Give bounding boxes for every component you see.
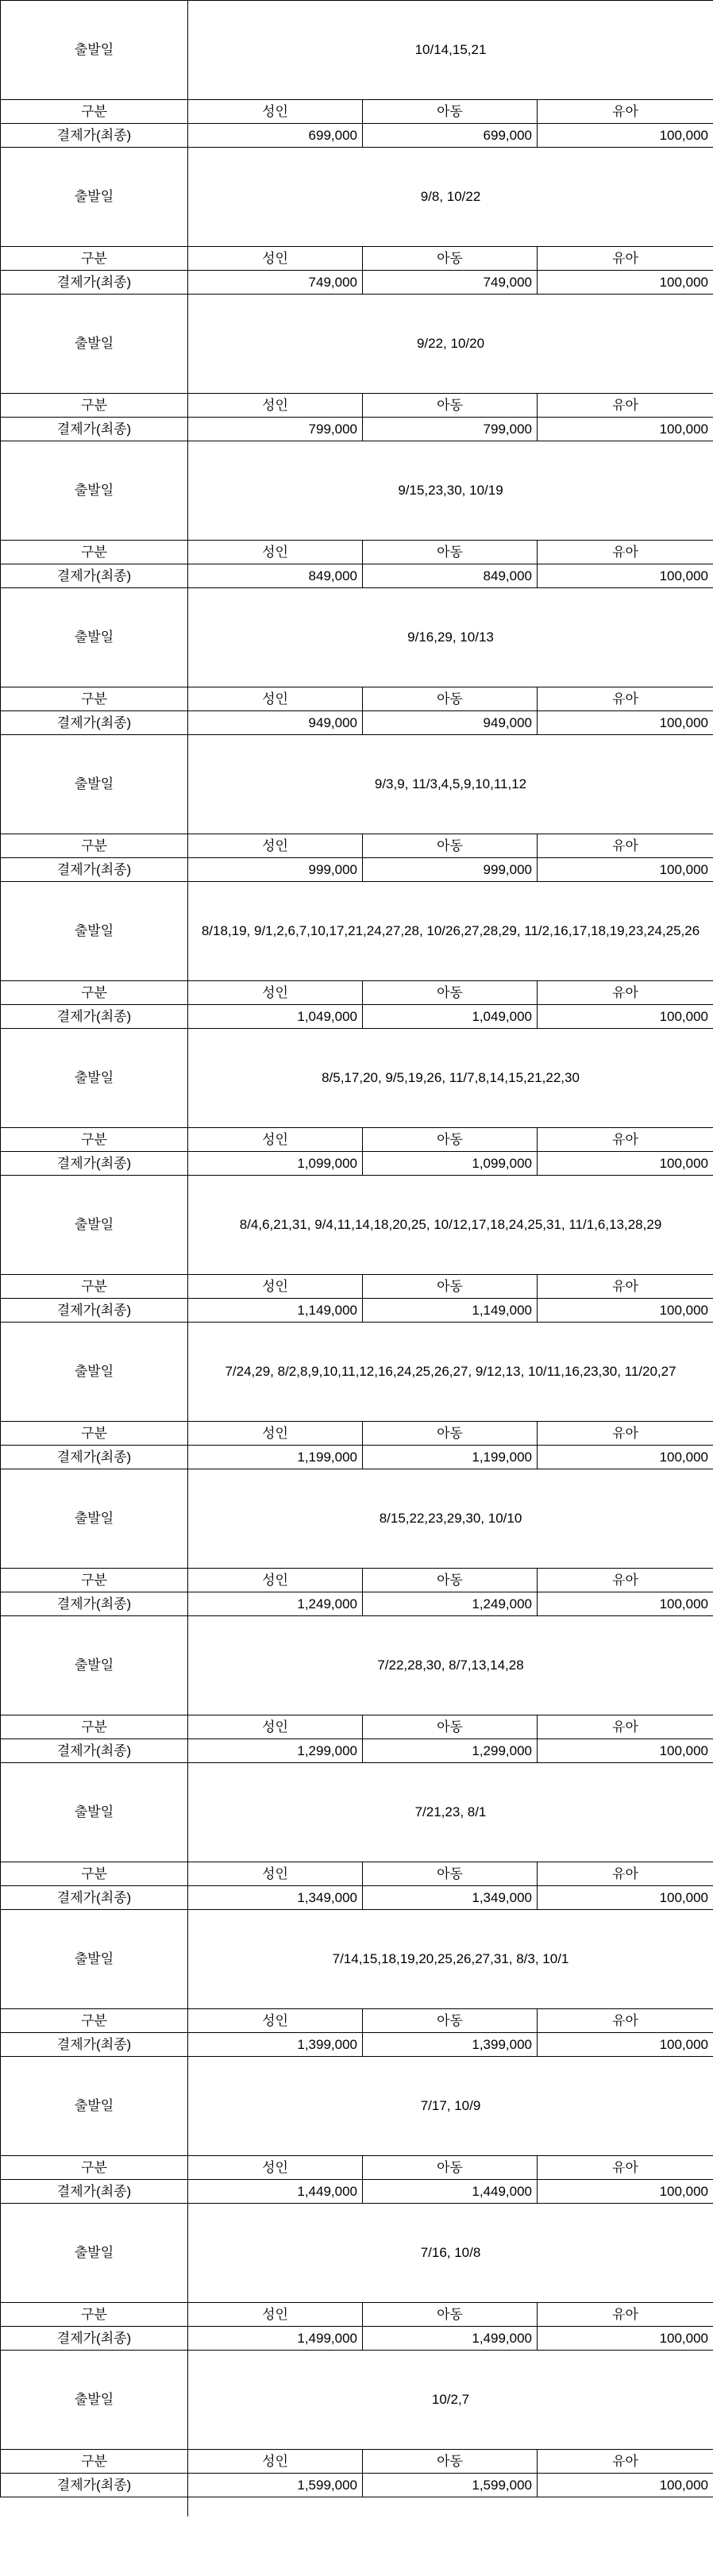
category-label: 구분 bbox=[1, 834, 188, 858]
departure-dates: 8/4,6,21,31, 9/4,11,14,18,20,25, 10/12,17,18,24,25,31, 11/1,6,13,28,29 bbox=[188, 1176, 713, 1275]
departure-dates: 10/2,7 bbox=[188, 2351, 713, 2450]
adult-header: 성인 bbox=[188, 541, 363, 564]
departure-row bbox=[1, 882, 713, 981]
departure-row bbox=[1, 1176, 713, 1275]
category-header-row bbox=[1, 2156, 713, 2180]
infant-header: 유아 bbox=[538, 1862, 713, 1886]
adult-header: 성인 bbox=[188, 1715, 363, 1739]
adult-price: 949,000 bbox=[188, 711, 363, 735]
category-label: 구분 bbox=[1, 687, 188, 711]
child-price: 699,000 bbox=[363, 124, 538, 148]
adult-price: 749,000 bbox=[188, 271, 363, 295]
final-price-row bbox=[1, 271, 713, 295]
final-price-label: 결제가(최종) bbox=[1, 1592, 188, 1616]
final-price-label: 결제가(최종) bbox=[1, 418, 188, 441]
departure-row bbox=[1, 1763, 713, 1862]
departure-dates: 7/16, 10/8 bbox=[188, 2204, 713, 2303]
category-header-row bbox=[1, 1128, 713, 1152]
category-label: 구분 bbox=[1, 1275, 188, 1299]
departure-row bbox=[1, 1323, 713, 1422]
departure-row bbox=[1, 735, 713, 834]
final-price-label: 결제가(최종) bbox=[1, 1446, 188, 1469]
adult-price: 1,199,000 bbox=[188, 1446, 363, 1469]
adult-price: 1,299,000 bbox=[188, 1739, 363, 1763]
infant-header: 유아 bbox=[538, 834, 713, 858]
infant-price: 100,000 bbox=[538, 711, 713, 735]
final-price-label: 결제가(최종) bbox=[1, 1886, 188, 1910]
infant-price: 100,000 bbox=[538, 1739, 713, 1763]
departure-row bbox=[1, 1, 713, 100]
departure-dates: 9/16,29, 10/13 bbox=[188, 588, 713, 687]
child-price: 1,599,000 bbox=[363, 2474, 538, 2497]
category-label: 구분 bbox=[1, 2009, 188, 2033]
child-price: 1,299,000 bbox=[363, 1739, 538, 1763]
adult-header: 성인 bbox=[188, 1569, 363, 1592]
infant-header: 유아 bbox=[538, 2303, 713, 2327]
child-header: 아동 bbox=[363, 981, 538, 1005]
departure-row bbox=[1, 295, 713, 394]
price-table-body bbox=[1, 1, 713, 2497]
category-label: 구분 bbox=[1, 1715, 188, 1739]
category-label: 구분 bbox=[1, 100, 188, 124]
sheet-tail bbox=[187, 2497, 188, 2516]
category-header-row bbox=[1, 1275, 713, 1299]
infant-price: 100,000 bbox=[538, 858, 713, 882]
departure-dates: 7/24,29, 8/2,8,9,10,11,12,16,24,25,26,27, 9/12,13, 10/11,16,23,30, 11/20,27 bbox=[188, 1323, 713, 1422]
adult-header: 성인 bbox=[188, 834, 363, 858]
final-price-row bbox=[1, 1299, 713, 1323]
final-price-row bbox=[1, 124, 713, 148]
child-header: 아동 bbox=[363, 100, 538, 124]
child-price: 1,399,000 bbox=[363, 2033, 538, 2057]
category-label: 구분 bbox=[1, 1569, 188, 1592]
departure-label: 출발일 bbox=[1, 1910, 188, 2009]
infant-price: 100,000 bbox=[538, 1005, 713, 1029]
departure-dates: 9/22, 10/20 bbox=[188, 295, 713, 394]
adult-price: 1,099,000 bbox=[188, 1152, 363, 1176]
departure-row bbox=[1, 2351, 713, 2450]
category-label: 구분 bbox=[1, 541, 188, 564]
departure-row bbox=[1, 2057, 713, 2156]
child-header: 아동 bbox=[363, 2156, 538, 2180]
infant-price: 100,000 bbox=[538, 1152, 713, 1176]
category-label: 구분 bbox=[1, 1862, 188, 1886]
category-header-row bbox=[1, 1422, 713, 1446]
departure-dates: 9/8, 10/22 bbox=[188, 148, 713, 247]
infant-header: 유아 bbox=[538, 981, 713, 1005]
category-header-row bbox=[1, 981, 713, 1005]
child-price: 1,199,000 bbox=[363, 1446, 538, 1469]
departure-row bbox=[1, 441, 713, 541]
departure-label: 출발일 bbox=[1, 1469, 188, 1569]
adult-header: 성인 bbox=[188, 1128, 363, 1152]
category-label: 구분 bbox=[1, 981, 188, 1005]
final-price-row bbox=[1, 1592, 713, 1616]
infant-price: 100,000 bbox=[538, 2180, 713, 2204]
final-price-row bbox=[1, 1739, 713, 1763]
category-label: 구분 bbox=[1, 1422, 188, 1446]
adult-price: 1,349,000 bbox=[188, 1886, 363, 1910]
category-header-row bbox=[1, 834, 713, 858]
child-header: 아동 bbox=[363, 2303, 538, 2327]
departure-row bbox=[1, 588, 713, 687]
departure-label: 출발일 bbox=[1, 441, 188, 541]
final-price-label: 결제가(최종) bbox=[1, 1739, 188, 1763]
departure-dates: 8/18,19, 9/1,2,6,7,10,17,21,24,27,28, 10/26,27,28,29, 11/2,16,17,18,19,23,24,25,26 bbox=[188, 882, 713, 981]
final-price-label: 결제가(최종) bbox=[1, 2180, 188, 2204]
departure-label: 출발일 bbox=[1, 588, 188, 687]
infant-header: 유아 bbox=[538, 2450, 713, 2474]
departure-label: 출발일 bbox=[1, 1323, 188, 1422]
category-label: 구분 bbox=[1, 1128, 188, 1152]
category-label: 구분 bbox=[1, 247, 188, 271]
departure-dates: 10/14,15,21 bbox=[188, 1, 713, 100]
final-price-label: 결제가(최종) bbox=[1, 858, 188, 882]
adult-header: 성인 bbox=[188, 687, 363, 711]
infant-price: 100,000 bbox=[538, 1592, 713, 1616]
departure-row bbox=[1, 148, 713, 247]
category-label: 구분 bbox=[1, 2450, 188, 2474]
child-header: 아동 bbox=[363, 2009, 538, 2033]
adult-header: 성인 bbox=[188, 1275, 363, 1299]
infant-price: 100,000 bbox=[538, 564, 713, 588]
departure-dates: 9/3,9, 11/3,4,5,9,10,11,12 bbox=[188, 735, 713, 834]
adult-header: 성인 bbox=[188, 2450, 363, 2474]
adult-header: 성인 bbox=[188, 247, 363, 271]
departure-dates: 7/17, 10/9 bbox=[188, 2057, 713, 2156]
final-price-label: 결제가(최종) bbox=[1, 2033, 188, 2057]
child-header: 아동 bbox=[363, 1862, 538, 1886]
child-header: 아동 bbox=[363, 687, 538, 711]
final-price-row bbox=[1, 418, 713, 441]
departure-dates: 8/5,17,20, 9/5,19,26, 11/7,8,14,15,21,22,30 bbox=[188, 1029, 713, 1128]
final-price-label: 결제가(최종) bbox=[1, 1152, 188, 1176]
adult-price: 849,000 bbox=[188, 564, 363, 588]
adult-price: 1,049,000 bbox=[188, 1005, 363, 1029]
departure-label: 출발일 bbox=[1, 1763, 188, 1862]
final-price-label: 결제가(최종) bbox=[1, 271, 188, 295]
departure-label: 출발일 bbox=[1, 1176, 188, 1275]
infant-header: 유아 bbox=[538, 1422, 713, 1446]
infant-price: 100,000 bbox=[538, 271, 713, 295]
category-header-row bbox=[1, 394, 713, 418]
final-price-row bbox=[1, 2033, 713, 2057]
infant-header: 유아 bbox=[538, 394, 713, 418]
infant-price: 100,000 bbox=[538, 2327, 713, 2351]
child-header: 아동 bbox=[363, 1128, 538, 1152]
child-header: 아동 bbox=[363, 834, 538, 858]
adult-header: 성인 bbox=[188, 2303, 363, 2327]
departure-dates: 9/15,23,30, 10/19 bbox=[188, 441, 713, 541]
infant-header: 유아 bbox=[538, 100, 713, 124]
adult-header: 성인 bbox=[188, 2156, 363, 2180]
departure-row bbox=[1, 1616, 713, 1715]
infant-header: 유아 bbox=[538, 541, 713, 564]
child-price: 949,000 bbox=[363, 711, 538, 735]
departure-label: 출발일 bbox=[1, 295, 188, 394]
child-price: 849,000 bbox=[363, 564, 538, 588]
final-price-label: 결제가(최종) bbox=[1, 1299, 188, 1323]
adult-price: 1,599,000 bbox=[188, 2474, 363, 2497]
category-header-row bbox=[1, 1715, 713, 1739]
category-label: 구분 bbox=[1, 2156, 188, 2180]
departure-dates: 7/14,15,18,19,20,25,26,27,31, 8/3, 10/1 bbox=[188, 1910, 713, 2009]
child-header: 아동 bbox=[363, 2450, 538, 2474]
adult-header: 성인 bbox=[188, 1422, 363, 1446]
category-header-row bbox=[1, 2009, 713, 2033]
adult-header: 성인 bbox=[188, 1862, 363, 1886]
adult-header: 성인 bbox=[188, 2009, 363, 2033]
child-price: 799,000 bbox=[363, 418, 538, 441]
final-price-row bbox=[1, 1152, 713, 1176]
infant-price: 100,000 bbox=[538, 2474, 713, 2497]
child-header: 아동 bbox=[363, 394, 538, 418]
adult-price: 999,000 bbox=[188, 858, 363, 882]
child-header: 아동 bbox=[363, 247, 538, 271]
category-header-row bbox=[1, 2450, 713, 2474]
child-price: 1,099,000 bbox=[363, 1152, 538, 1176]
child-price: 1,149,000 bbox=[363, 1299, 538, 1323]
child-header: 아동 bbox=[363, 541, 538, 564]
infant-price: 100,000 bbox=[538, 124, 713, 148]
infant-header: 유아 bbox=[538, 1128, 713, 1152]
final-price-label: 결제가(최종) bbox=[1, 711, 188, 735]
adult-price: 1,149,000 bbox=[188, 1299, 363, 1323]
departure-label: 출발일 bbox=[1, 735, 188, 834]
final-price-label: 결제가(최종) bbox=[1, 2327, 188, 2351]
infant-header: 유아 bbox=[538, 687, 713, 711]
departure-label: 출발일 bbox=[1, 148, 188, 247]
child-price: 999,000 bbox=[363, 858, 538, 882]
child-header: 아동 bbox=[363, 1569, 538, 1592]
departure-label: 출발일 bbox=[1, 1029, 188, 1128]
final-price-row bbox=[1, 858, 713, 882]
infant-price: 100,000 bbox=[538, 1446, 713, 1469]
infant-header: 유아 bbox=[538, 1275, 713, 1299]
child-price: 1,049,000 bbox=[363, 1005, 538, 1029]
category-header-row bbox=[1, 687, 713, 711]
departure-row bbox=[1, 1910, 713, 2009]
final-price-row bbox=[1, 2474, 713, 2497]
infant-header: 유아 bbox=[538, 2009, 713, 2033]
departure-row bbox=[1, 1469, 713, 1569]
departure-label: 출발일 bbox=[1, 1, 188, 100]
category-header-row bbox=[1, 2303, 713, 2327]
departure-dates: 7/21,23, 8/1 bbox=[188, 1763, 713, 1862]
category-label: 구분 bbox=[1, 394, 188, 418]
adult-price: 699,000 bbox=[188, 124, 363, 148]
category-header-row bbox=[1, 1569, 713, 1592]
final-price-row bbox=[1, 1886, 713, 1910]
final-price-label: 결제가(최종) bbox=[1, 2474, 188, 2497]
infant-header: 유아 bbox=[538, 2156, 713, 2180]
infant-header: 유아 bbox=[538, 1569, 713, 1592]
departure-label: 출발일 bbox=[1, 2057, 188, 2156]
category-header-row bbox=[1, 100, 713, 124]
final-price-row bbox=[1, 2327, 713, 2351]
child-header: 아동 bbox=[363, 1275, 538, 1299]
adult-header: 성인 bbox=[188, 394, 363, 418]
child-price: 1,449,000 bbox=[363, 2180, 538, 2204]
category-header-row bbox=[1, 247, 713, 271]
infant-price: 100,000 bbox=[538, 1299, 713, 1323]
final-price-label: 결제가(최종) bbox=[1, 1005, 188, 1029]
child-price: 749,000 bbox=[363, 271, 538, 295]
category-header-row bbox=[1, 1862, 713, 1886]
final-price-label: 결제가(최종) bbox=[1, 564, 188, 588]
category-header-row bbox=[1, 541, 713, 564]
adult-price: 799,000 bbox=[188, 418, 363, 441]
final-price-row bbox=[1, 1005, 713, 1029]
final-price-row bbox=[1, 711, 713, 735]
child-price: 1,499,000 bbox=[363, 2327, 538, 2351]
adult-price: 1,449,000 bbox=[188, 2180, 363, 2204]
departure-dates: 8/15,22,23,29,30, 10/10 bbox=[188, 1469, 713, 1569]
infant-header: 유아 bbox=[538, 1715, 713, 1739]
final-price-label: 결제가(최종) bbox=[1, 124, 188, 148]
adult-price: 1,399,000 bbox=[188, 2033, 363, 2057]
departure-dates: 7/22,28,30, 8/7,13,14,28 bbox=[188, 1616, 713, 1715]
category-label: 구분 bbox=[1, 2303, 188, 2327]
departure-label: 출발일 bbox=[1, 882, 188, 981]
departure-row bbox=[1, 1029, 713, 1128]
adult-price: 1,249,000 bbox=[188, 1592, 363, 1616]
departure-label: 출발일 bbox=[1, 2204, 188, 2303]
infant-price: 100,000 bbox=[538, 418, 713, 441]
final-price-row bbox=[1, 564, 713, 588]
departure-label: 출발일 bbox=[1, 2351, 188, 2450]
infant-header: 유아 bbox=[538, 247, 713, 271]
adult-header: 성인 bbox=[188, 981, 363, 1005]
child-price: 1,249,000 bbox=[363, 1592, 538, 1616]
departure-label: 출발일 bbox=[1, 1616, 188, 1715]
departure-row bbox=[1, 2204, 713, 2303]
adult-price: 1,499,000 bbox=[188, 2327, 363, 2351]
child-header: 아동 bbox=[363, 1422, 538, 1446]
child-price: 1,349,000 bbox=[363, 1886, 538, 1910]
final-price-row bbox=[1, 1446, 713, 1469]
final-price-row bbox=[1, 2180, 713, 2204]
infant-price: 100,000 bbox=[538, 2033, 713, 2057]
adult-header: 성인 bbox=[188, 100, 363, 124]
infant-price: 100,000 bbox=[538, 1886, 713, 1910]
child-header: 아동 bbox=[363, 1715, 538, 1739]
